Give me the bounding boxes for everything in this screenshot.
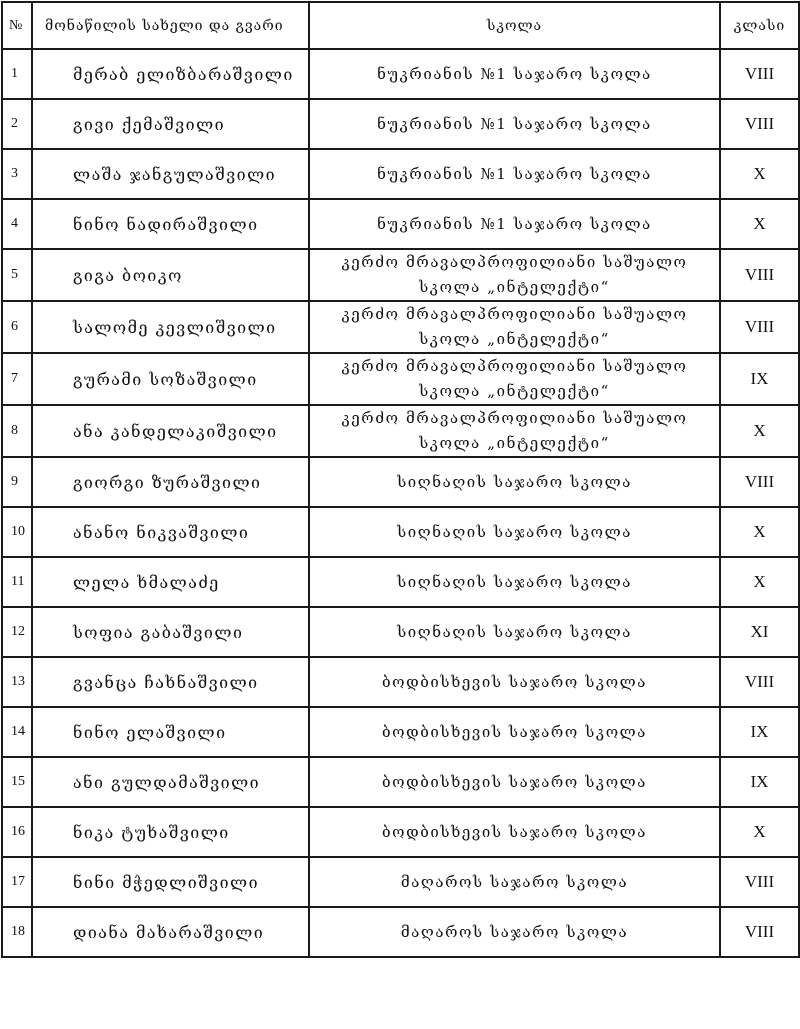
participant-name-cell: ნინი მჭედლიშვილი — [32, 857, 309, 907]
header-row — [2, 2, 799, 49]
school-cell: სიღნაღის საჯარო სკოლა — [309, 457, 720, 507]
grade-cell: X — [720, 405, 799, 457]
grade-cell: VIII — [720, 857, 799, 907]
school-cell: სიღნაღის საჯარო სკოლა — [309, 507, 720, 557]
table-row — [2, 405, 799, 457]
grade-cell: VIII — [720, 907, 799, 957]
school-cell: სიღნაღის საჯარო სკოლა — [309, 557, 720, 607]
school-cell: ნუკრიანის №1 საჯარო სკოლა — [309, 99, 720, 149]
participant-name-cell: სალომე კევლიშვილი — [32, 301, 309, 353]
row-number-cell: 5 — [2, 249, 32, 301]
table-row — [2, 707, 799, 757]
row-number-cell: 18 — [2, 907, 32, 957]
school-cell: კერძო მრავალპროფილიანი საშუალო სკოლა „ინტელექტი“ — [309, 405, 720, 457]
row-number-cell: 16 — [2, 807, 32, 857]
participant-name-cell: ნინო ელაშვილი — [32, 707, 309, 757]
table-row — [2, 557, 799, 607]
grade-cell: VIII — [720, 249, 799, 301]
school-cell: კერძო მრავალპროფილიანი საშუალო სკოლა „ინტელექტი“ — [309, 249, 720, 301]
participant-name-cell: მერაბ ელიზბარაშვილი — [32, 49, 309, 99]
grade-cell: VIII — [720, 99, 799, 149]
school-cell: კერძო მრავალპროფილიანი საშუალო სკოლა „ინტელექტი“ — [309, 301, 720, 353]
participant-name-cell: ანანო ნიკვაშვილი — [32, 507, 309, 557]
row-number-cell: 3 — [2, 149, 32, 199]
header-number: № — [2, 2, 32, 49]
participant-name-cell: გურამი სოზაშვილი — [32, 353, 309, 405]
row-number-cell: 15 — [2, 757, 32, 807]
participant-name-cell: ლაშა ჯანგულაშვილი — [32, 149, 309, 199]
table-row — [2, 149, 799, 199]
participant-name-cell: ანი გულდამაშვილი — [32, 757, 309, 807]
school-cell: ნუკრიანის №1 საჯარო სკოლა — [309, 149, 720, 199]
table-row — [2, 199, 799, 249]
row-number-cell: 17 — [2, 857, 32, 907]
table-row — [2, 301, 799, 353]
table-row — [2, 807, 799, 857]
row-number-cell: 2 — [2, 99, 32, 149]
participant-name-cell: ნინო ნადირაშვილი — [32, 199, 309, 249]
school-cell: მაღაროს საჯარო სკოლა — [309, 857, 720, 907]
row-number-cell: 12 — [2, 607, 32, 657]
row-number-cell: 1 — [2, 49, 32, 99]
grade-cell: X — [720, 507, 799, 557]
row-number-cell: 7 — [2, 353, 32, 405]
table-row — [2, 457, 799, 507]
row-number-cell: 13 — [2, 657, 32, 707]
table-row — [2, 507, 799, 557]
grade-cell: X — [720, 199, 799, 249]
participant-name-cell: სოფია გაბაშვილი — [32, 607, 309, 657]
school-cell: ბოდბისხევის საჯარო სკოლა — [309, 657, 720, 707]
table-row — [2, 757, 799, 807]
grade-cell: VIII — [720, 457, 799, 507]
grade-cell: IX — [720, 757, 799, 807]
table-row — [2, 857, 799, 907]
table-row — [2, 353, 799, 405]
school-cell: კერძო მრავალპროფილიანი საშუალო სკოლა „ინტელექტი“ — [309, 353, 720, 405]
row-number-cell: 8 — [2, 405, 32, 457]
header-school: სკოლა — [309, 2, 720, 49]
school-cell: სიღნაღის საჯარო სკოლა — [309, 607, 720, 657]
participant-name-cell: გიგა ბოიკო — [32, 249, 309, 301]
grade-cell: XI — [720, 607, 799, 657]
school-cell: ბოდბისხევის საჯარო სკოლა — [309, 757, 720, 807]
school-cell: ნუკრიანის №1 საჯარო სკოლა — [309, 199, 720, 249]
school-cell: მაღაროს საჯარო სკოლა — [309, 907, 720, 957]
participant-name-cell: ანა კანდელაკიშვილი — [32, 405, 309, 457]
row-number-cell: 9 — [2, 457, 32, 507]
grade-cell: VIII — [720, 49, 799, 99]
table-row — [2, 657, 799, 707]
grade-cell: VIII — [720, 657, 799, 707]
table-body — [2, 49, 799, 957]
participant-name-cell: გვანცა ჩახნაშვილი — [32, 657, 309, 707]
participant-name-cell: ნიკა ტუხაშვილი — [32, 807, 309, 857]
school-cell: ნუკრიანის №1 საჯარო სკოლა — [309, 49, 720, 99]
grade-cell: VIII — [720, 301, 799, 353]
grade-cell: IX — [720, 353, 799, 405]
row-number-cell: 10 — [2, 507, 32, 557]
grade-cell: IX — [720, 707, 799, 757]
table-row — [2, 49, 799, 99]
header-grade: კლასი — [720, 2, 799, 49]
grade-cell: X — [720, 149, 799, 199]
participants-table — [1, 1, 800, 958]
row-number-cell: 6 — [2, 301, 32, 353]
row-number-cell: 4 — [2, 199, 32, 249]
row-number-cell: 11 — [2, 557, 32, 607]
table-row — [2, 907, 799, 957]
header-participant-name: მონაწილის სახელი და გვარი — [32, 2, 309, 49]
grade-cell: X — [720, 557, 799, 607]
school-cell: ბოდბისხევის საჯარო სკოლა — [309, 707, 720, 757]
participant-name-cell: ლელა ხმალაძე — [32, 557, 309, 607]
participant-name-cell: გივი ქემაშვილი — [32, 99, 309, 149]
participant-name-cell: დიანა მახარაშვილი — [32, 907, 309, 957]
school-cell: ბოდბისხევის საჯარო სკოლა — [309, 807, 720, 857]
table-row — [2, 607, 799, 657]
grade-cell: X — [720, 807, 799, 857]
participant-name-cell: გიორგი ზურაშვილი — [32, 457, 309, 507]
row-number-cell: 14 — [2, 707, 32, 757]
table-header — [2, 2, 799, 49]
table-row — [2, 99, 799, 149]
table-row — [2, 249, 799, 301]
